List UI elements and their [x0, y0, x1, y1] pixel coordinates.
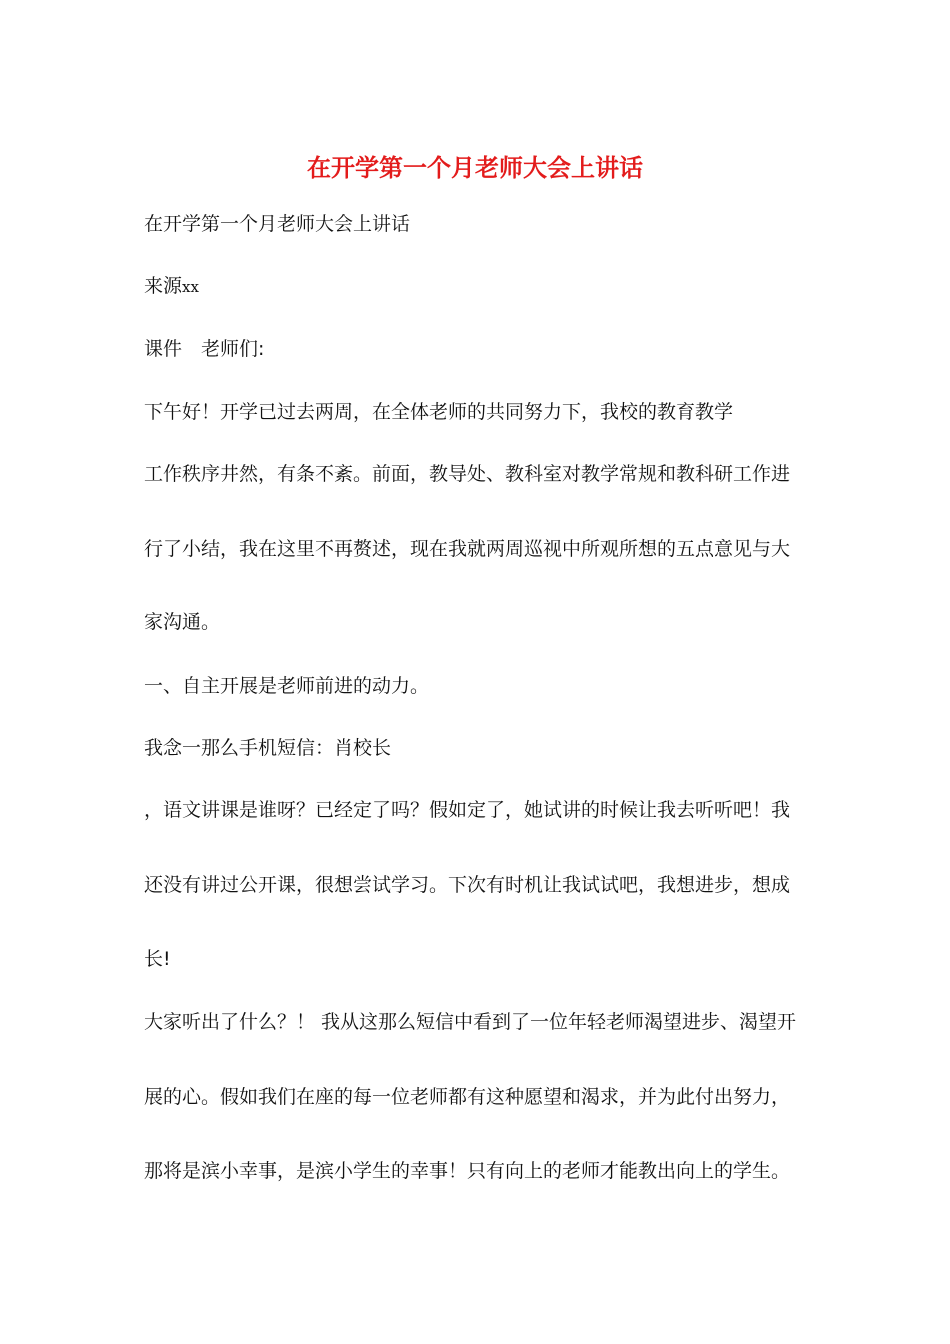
body-line: 大家听出了什么？！ 我从这那么短信中看到了一位年轻老师渴望进步、渴望开: [144, 1011, 797, 1033]
body-line: 展的心。假如我们在座的每一位老师都有这种愿望和渴求，并为此付出努力，: [144, 1086, 791, 1108]
source-value: xx: [182, 278, 199, 296]
body-line: 家沟通。: [144, 611, 221, 633]
document-subtitle: 在开学第一个月老师大会上讲话: [144, 213, 411, 235]
body-line: 那将是滨小幸事，是滨小学生的幸事！只有向上的老师才能教出向上的学生。: [144, 1160, 791, 1182]
body-line: 长!: [144, 948, 171, 970]
source-label: 来源: [144, 275, 183, 297]
body-line: ，语文讲课是谁呀？已经定了吗？假如定了，她试讲的时候让我去听听吧！我: [144, 799, 791, 821]
salutation: 课件 老师们:: [144, 338, 265, 360]
body-line: 还没有讲过公开课，很想尝试学习。下次有时机让我试试吧，我想进步，想成: [144, 874, 791, 896]
body-line: 我念一那么手机短信：肖校长: [144, 737, 392, 759]
document-title: 在开学第一个月老师大会上讲话: [307, 153, 643, 182]
body-line: 行了小结，我在这里不再赘述，现在我就两周巡视中所观所想的五点意见与大: [144, 538, 791, 560]
section-heading: 一、自主开展是老师前进的动力。: [144, 675, 430, 697]
source-line: [144, 272, 199, 301]
body-line: 工作秩序井然，有条不紊。前面，教导处、教科室对教学常规和教科研工作进: [144, 463, 791, 485]
body-line: 下午好！开学已过去两周，在全体老师的共同努力下，我校的教育教学: [144, 401, 734, 423]
